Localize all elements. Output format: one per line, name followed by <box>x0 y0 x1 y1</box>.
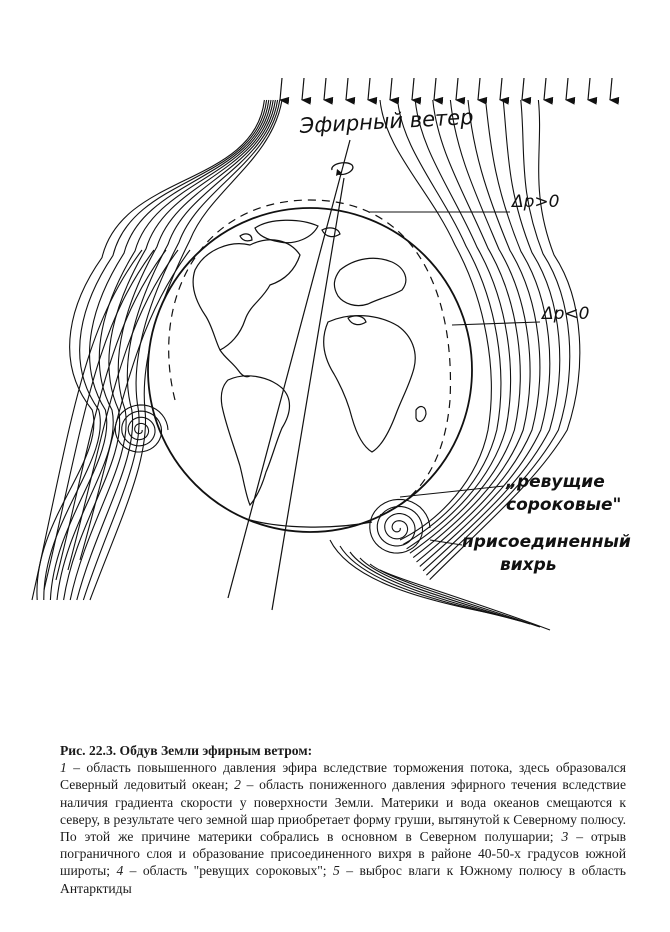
wind-arrow <box>434 78 436 100</box>
caption-item-2-num: 2 <box>234 777 241 793</box>
wind-arrow <box>346 78 348 100</box>
wind-arrow <box>280 78 282 100</box>
caption-item-5-num: 5 <box>333 863 340 879</box>
wind-arrow <box>478 78 480 100</box>
label-roaring-forties-line1: „ревущие <box>506 472 605 492</box>
label-vortex-line1: присоединенный <box>462 532 631 552</box>
streamline <box>380 570 550 630</box>
leader-vortex <box>430 540 462 545</box>
wind-arrow <box>588 78 590 100</box>
wind-arrow <box>610 78 612 100</box>
caption-body <box>60 760 626 895</box>
streamline <box>32 250 142 600</box>
wind-arrow <box>522 78 524 100</box>
caption-item-5-text: – выброс влаги к Южному полюсу в область Антарктиды <box>60 863 626 896</box>
wind-arrow <box>500 78 502 100</box>
earth-globe <box>148 200 472 532</box>
wind-arrow <box>368 78 370 100</box>
wind-arrow <box>390 78 392 100</box>
caption-item-4-num: 4 <box>116 863 124 879</box>
figure-caption <box>60 742 626 897</box>
caption-item-1-text: – область повышенного давления эфира вследствие торможения потока, здесь образовался Северный ледовитый океан; <box>60 760 626 793</box>
wind-arrow <box>566 78 568 100</box>
caption-item-4-text: – область "ревущих сороковых"; <box>123 863 334 879</box>
wind-arrow <box>302 78 304 100</box>
label-vortex-line2: вихрь <box>500 555 557 575</box>
diagram-title: Эфирный ветер <box>299 104 475 138</box>
caption-item-2-text: – область пониженного давления эфирного течения вследствие наличия градиента скорости у поверхности Земли. Материки и вода океанов смещаются к северу, в результате чего земной шар приобретает форму груши, вытянутой к Северному полюсу. По этой же причине материки собрались в основном в Северном полушарии; <box>60 777 626 845</box>
wind-arrow <box>544 78 546 100</box>
streamline <box>44 250 154 590</box>
label-pressure-negative: Δp<0 <box>542 304 590 324</box>
label-pressure-positive: Δp>0 <box>512 192 560 212</box>
caption-title: Рис. 22.3. Обдув Земли эфирным ветром: <box>60 743 313 758</box>
label-roaring-forties-line2: сороковые" <box>506 495 622 515</box>
caption-item-1-num: 1 <box>60 760 67 776</box>
wind-arrow <box>412 78 414 100</box>
caption-item-3-text: – отрыв пограничного слоя и образование присоединенного вихря в районе 40-50-х градусов южной широты; <box>60 829 627 879</box>
wind-arrow <box>456 78 458 100</box>
caption-item-3-num: 3 <box>561 829 569 845</box>
wind-arrow <box>324 78 326 100</box>
wind-arrows <box>280 78 612 100</box>
